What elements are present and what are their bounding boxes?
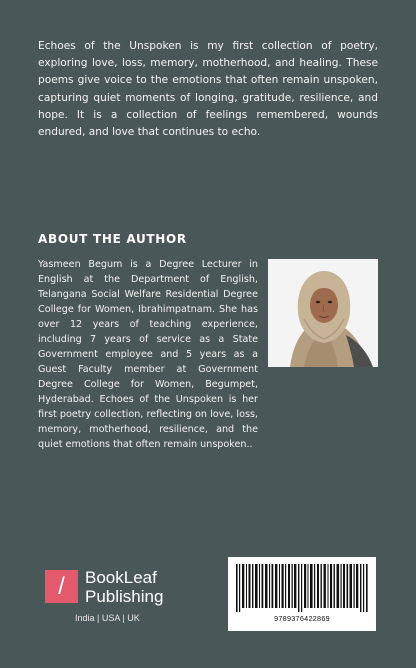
- publisher-name-line2: Publishing: [85, 587, 164, 606]
- author-photo: [268, 259, 378, 367]
- publisher-locations: India | USA | UK: [75, 613, 140, 623]
- bookleaf-logo-mark: [45, 570, 78, 603]
- publisher-logo: [45, 570, 205, 630]
- barcode-icon: [236, 564, 368, 612]
- isbn-number: 9789376422869: [274, 614, 330, 623]
- slash-icon: /: [58, 573, 65, 600]
- isbn-barcode: [228, 557, 376, 631]
- publisher-name-line1: BookLeaf: [85, 568, 157, 587]
- book-blurb: Echoes of the Unspoken is my first collection of poetry, exploring love, loss, memory, motherhood, and healing. These poems give voice to the emotions that often remain unspoken, capturing quiet moments of longing, gratitude, resilience, and hope. It is a collection of feelings remembered, wounds endured, and love that continues to echo.: [38, 40, 378, 139]
- about-author-heading: ABOUT THE AUTHOR: [38, 232, 187, 246]
- author-portrait-image: [268, 259, 378, 367]
- author-bio: Yasmeen Begum is a Degree Lecturer in English at the Department of English, Telangana Social Welfare Residential Degree College for Women, Ibrahimpatnam. She has over 12 years of teaching experience, including 7 years of service as a State Government employee and 5 years as a Guest Faculty member at Government Degree College for Women, Begumpet, Hyderabad. Echoes of the Unspoken is her first poetry collection, reflecting on love, loss, memory, motherhood, resilience, and the quiet emotions that often remain unspoken..: [38, 259, 258, 450]
